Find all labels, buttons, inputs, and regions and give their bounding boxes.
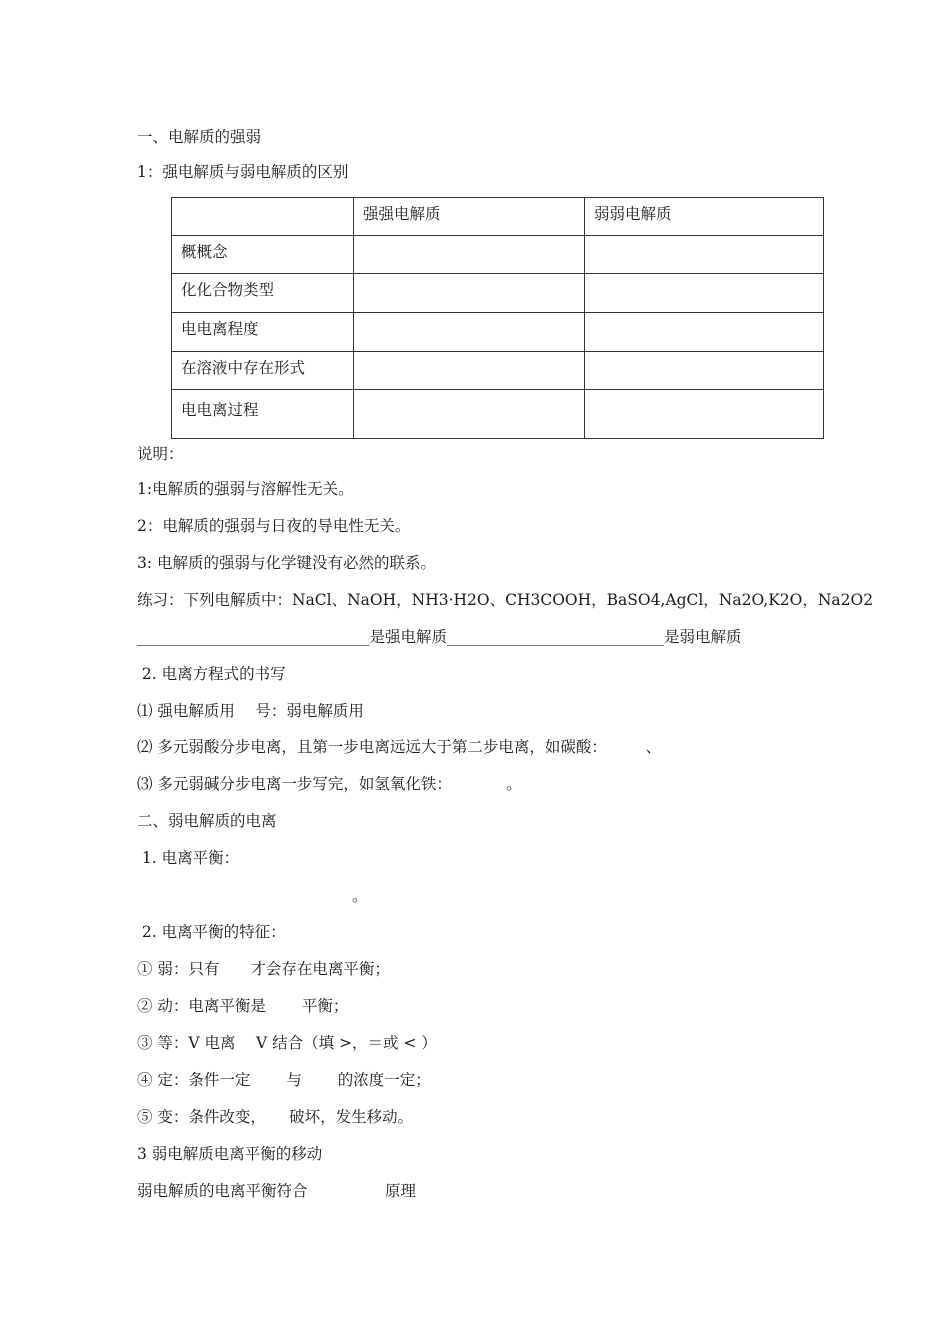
table-cell (354, 352, 585, 390)
equation-item: ⑵ 多元弱酸分步电离，且第一步电离远远大于第二步电离，如碳酸： 、 (137, 738, 662, 756)
table-cell (585, 274, 824, 313)
blank-period: 。 (352, 887, 368, 905)
section1-subheading: 1：强电解质与弱电解质的区别 (137, 163, 349, 181)
feature-item: ② 动：电离平衡是 平衡； (137, 997, 349, 1015)
table-row (172, 274, 824, 313)
row-label-ionization-process: 电电离过程 (172, 390, 354, 439)
feature-item: ③ 等：V 电离 V 结合（填 >，＝或 < ） (137, 1034, 437, 1052)
table-cell (585, 313, 824, 352)
table-cell (354, 236, 585, 274)
table-cell (354, 274, 585, 313)
equation-item: ⑶ 多元弱碱分步电离一步写完，如氢氧化铁： 。 (137, 775, 522, 793)
feature-item: ⑤ 变：条件改变， 破坏，发生移动。 (137, 1108, 414, 1126)
table-cell (585, 390, 824, 439)
exercise-answer-line: ______________________________是强电解质____________________________是弱电解质 (137, 628, 742, 646)
feature-item: ④ 定：条件一定 与 的浓度一定； (137, 1071, 431, 1089)
note-item: 1:电解质的强弱与溶解性无关。 (137, 480, 354, 498)
note-item: 3: 电解质的强弱与化学键没有必然的联系。 (137, 554, 437, 572)
table-row (172, 390, 824, 439)
equilibrium-subheading: 1. 电离平衡： (137, 849, 240, 867)
principle-line: 弱电解质的电离平衡符合 原理 (137, 1182, 417, 1200)
table-header-strong: 强强电解质 (354, 198, 585, 236)
feature-item: ① 弱：只有 才会存在电离平衡； (137, 960, 390, 978)
shift-subheading: 3 弱电解质电离平衡的移动 (137, 1145, 323, 1163)
row-label-ionization-degree: 电电离程度 (172, 313, 354, 352)
table-cell (354, 390, 585, 439)
table-header-weak: 弱弱电解质 (585, 198, 824, 236)
note-label: 说明： (137, 445, 184, 463)
section2-heading: 二、弱电解质的电离 (137, 812, 277, 830)
equation-item: ⑴ 强电解质用 号：弱电解质用 (137, 702, 364, 720)
features-subheading: 2. 电离平衡的特征： (137, 923, 286, 941)
table-row (172, 313, 824, 352)
table-cell (354, 313, 585, 352)
table-row (172, 236, 824, 274)
row-label-compound-type: 化化合物类型 (172, 274, 354, 313)
equation-subheading: 2. 电离方程式的书写 (137, 665, 286, 683)
table-cell (585, 352, 824, 390)
exercise-text: 练习：下列电解质中：NaCl、NaOH，NH3·H2O、CH3COOH，BaSO4,AgCl，Na2O,K2O，Na2O2 (137, 591, 874, 609)
table-cell (585, 236, 824, 274)
table-header-cell (172, 198, 354, 236)
table-header-row (172, 198, 824, 236)
row-label-concept: 概概念 (172, 236, 354, 274)
table-row (172, 352, 824, 390)
row-label-solution-form: 在溶液中存在形式 (172, 352, 354, 390)
section1-heading: 一、电解质的强弱 (137, 128, 262, 146)
note-item: 2：电解质的强弱与日夜的导电性无关。 (137, 517, 411, 535)
comparison-table (171, 197, 824, 439)
